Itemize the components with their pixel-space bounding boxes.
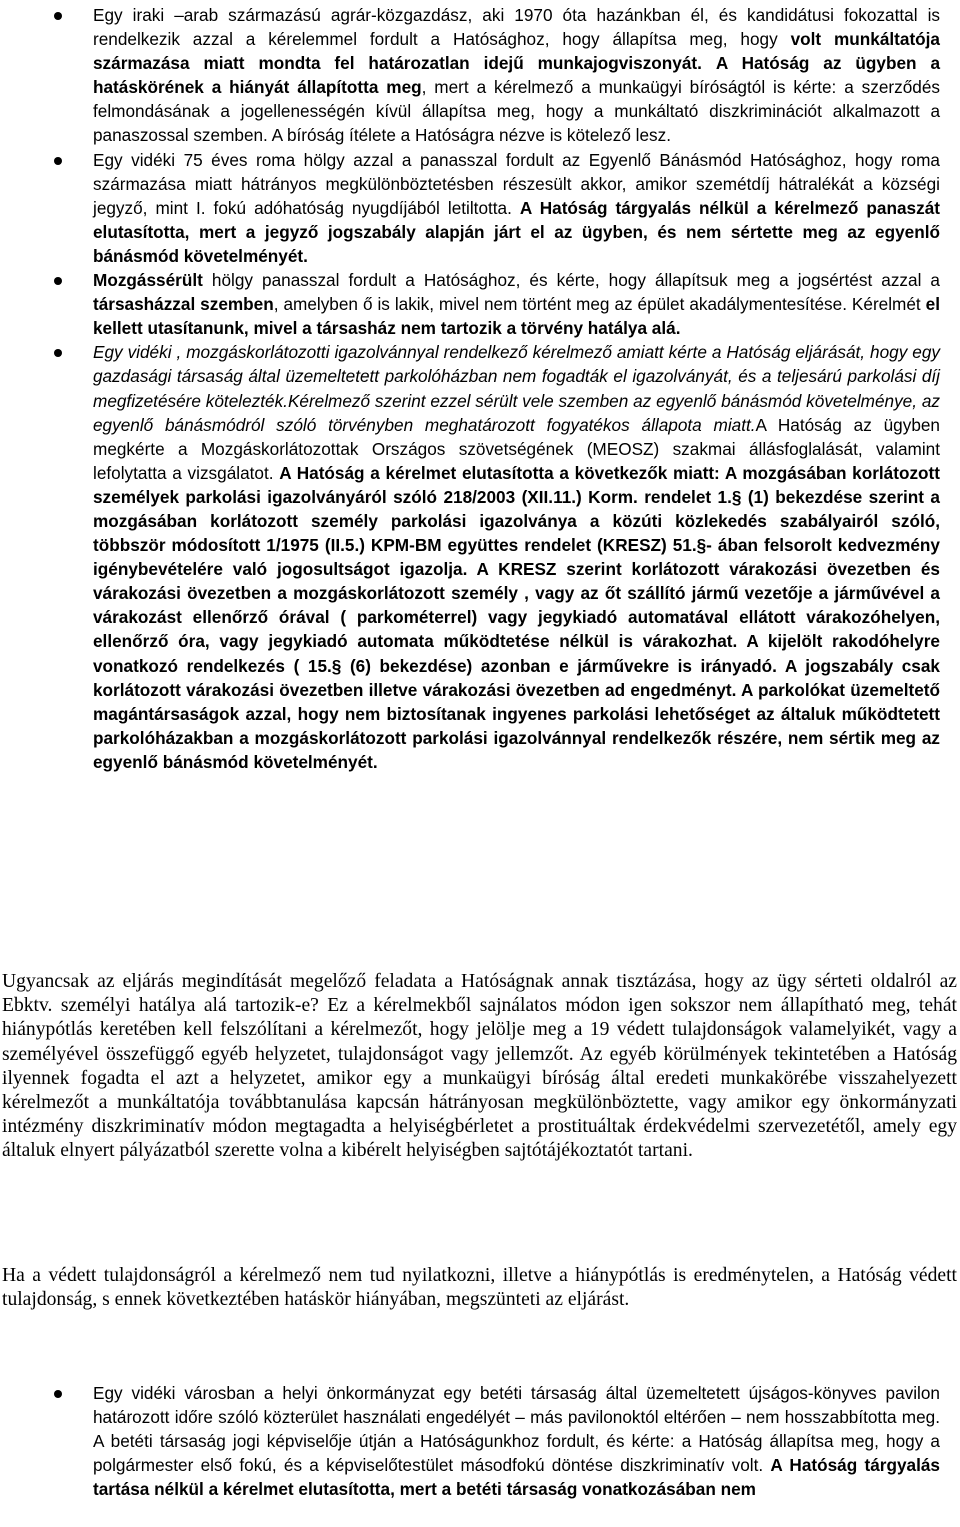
list-item-text xyxy=(93,150,940,266)
list-item xyxy=(0,148,960,268)
text-segment: el kellett utasítanunk, mivel a társasház nem tartozik a törvény hatálya alá. xyxy=(93,294,940,339)
text-segment: Egy vidéki , mozgáskorlátozotti igazolvánnyal rendelkező kérelmező amiatt kérte a Hatóság eljárását, hogy egy gazdasági társaság által üzemeltetett parkolóházban nem fogadták el igazolványát, és a teljesárú parkolási díj megfizetésére kötelezték. xyxy=(93,342,940,411)
text-segment: , mert a kérelmező a munkaügyi bíróságtól is kérte: a szerződés felmondásának a jogellenességén kívül állapítsa meg, hogy a munkáltató diszkriminációt alkalmazott a panaszossal szemben. A bíróság ítélete a Hatóságra nézve is kötelező lesz. xyxy=(93,77,940,146)
text-segment: A Hatóság a kérelmet elutasította a következők miatt: A mozgásában korlátozott személyek parkolási igazolványáról szóló 218/2003 (XII.11.) Korm. rendelet 1.§ (1) bekezdése szerint a mozgásában korlátozott személy parkolási igazolványa a közúti közlekedés szabályairól szóló, többször módosított 1/1975 (II.5.) KPM-BM együttes rendelet (KRESZ) 51.§- ában felsorolt kedvezmény igénybevételére való jogosultságot igazolja. A KRESZ szerint korlátozott várakozási övezetben és várakozási övezetben a mozgáskorlátozott személy , vagy az őt szállító jármű vezetője a járművével a várakozást ellenőrző órával ( parkométerrel) vagy jegykiadó automatával ellátott várakozóhelyen, ellenőrző óra, vagy jegykiadó automata működtetése nélkül is várakozhat. A kijelölt rakodóhelyre vonatkozó rendelkezés ( 15.§ (6) bekezdése) azonban e járművekre is irányadó. A jogszabály csak korlátozott várakozási övezetben illetve várakozási övezetben ad engedményt. A parkolókat üzemeltető magántársaságok azzal, hogy nem biztosítanak ingyenes parkolási lehetőséget az általuk működtetett parkolóházakban a mozgáskorlátozott parkolási igazolvánnyal rendelkezők részére, nem sértik meg az egyenlő bánásmód követelményét. xyxy=(93,462,940,772)
text-segment: hölgy panasszal fordult a Hatósághoz, és kérte, hogy állapítsuk meg a jogsértést azzal a xyxy=(202,270,940,291)
list-item-text xyxy=(93,1383,940,1499)
text-segment: A Hatóság az ügyben a hatáskörének a hiányát állapította meg xyxy=(93,53,940,98)
text-segment: Egy iraki –arab származású agrár-közgazdász, aki 1970 óta hazánkban él, és kandidátusi fokozattal is rendelkezik azzal a kérelemmel fordult a Hatósághoz, hogy állapítsa meg, hogy xyxy=(93,5,940,50)
text-segment: volt munkáltatója származása miatt mondta fel határozatlan idejű munkajogviszonyát. xyxy=(93,29,940,74)
list-item-text xyxy=(93,5,940,145)
text-segment xyxy=(702,53,716,73)
text-segment: A Hatóság tárgyalás nélkül a kérelmező panaszát elutasította, mert a jegyző jogszabály alapján járt el az ügyben, és nem sértette meg az egyenlő bánásmód követelményét. xyxy=(93,197,940,266)
body-paragraph: Ha a védett tulajdonságról a kérelmező nem tud nyilatkozni, illetve a hiánypótlás is eredménytelen, a Hatóság védett tulajdonság, s ennek következtében hatáskör hiányában, megszünteti az eljárást. xyxy=(2,1265,957,1311)
text-segment: társasházzal szemben xyxy=(93,294,274,315)
list-item xyxy=(0,1381,960,1501)
bullet-icon xyxy=(54,277,62,285)
text-segment: A Hatóság tárgyalás tartása nélkül a kérelmet elutasította, mert a betéti társaság vonatkozásában nem xyxy=(93,1455,940,1500)
text-segment: Egy vidéki 75 éves roma hölgy azzal a panasszal fordult az Egyenlő Bánásmód Hatósághoz, hogy roma származása miatt hátrányos megkülönböztetésben részesült akkor, amikor szemétdíj hátralékát a községi jegyző, mint I. fokú adóhatóság nyugdíjából letiltotta. xyxy=(93,149,940,218)
text-segment: Mozgássérült xyxy=(93,270,203,291)
text-segment: , amelyben ő is lakik, mivel nem történt meg az épület akadálymentesítése. Kérelmét xyxy=(273,294,926,315)
list-item xyxy=(0,340,960,774)
body-paragraph: Ugyancsak az eljárás megindítását megelőző feladata a Hatóságnak annak tisztázása, hogy az ügy sérteti oldalról az Ebktv. személyi hatálya alá tartozik-e? Ez a kérelmekből sajnálatos módon igen sokszor nem állapítható meg, tehát hiánypótlás keretében kell felszólítani a kérelmezőt, hogy jelölje meg a 19 védett tulajdonságok valamelyikét, vagy a személyével összefüggő egyéb helyzetet, tulajdonságot vagy jellemzőt. Az egyéb körülmények tekintetében a Hatóság ilyennek fogadta el azt a helyzetet, amikor egy a munkaügyi bíróság által eredeti munkakörébe visszahelyezett kérelmezőt a munkáltatója továbbtanulása kapcsán hátrányosan megkülönböztette, vagy amikor egy önkormányzati intézmény diszkriminatív módon megtagadta a helyiségbérletet a prostituáltak érdekvédelmi szervezetétől, amely egy általuk elnyert pályázatból szerette volna a kibérelt helyiségben sajtótájékoztatót tartani. xyxy=(2,971,957,1162)
bullet-icon xyxy=(54,12,62,20)
bullet-icon xyxy=(54,1390,62,1398)
list-item xyxy=(0,3,960,148)
case-list-1 xyxy=(0,3,960,774)
bullet-icon xyxy=(54,349,62,357)
text-segment: Egy vidéki városban a helyi önkormányzat egy betéti társaság által üzemeltetett újságos-könyves pavilon határozott időre szóló közterület használati engedélyét – más pavilonoktól eltérően – nem hosszabbította meg. A betéti társaság jogi képviselője útján a Hatóságunkhoz fordult, és kérte: a Hatóság állapítsa meg, hogy a polgármester első fokú, és a képviselőtestület másodfokú döntése diszkriminatív volt. xyxy=(93,1383,940,1476)
case-list-2 xyxy=(0,1381,960,1501)
list-item-text xyxy=(93,342,940,772)
list-item xyxy=(0,268,960,340)
bullet-icon xyxy=(54,157,62,165)
text-segment: A Hatóság az ügyben megkérte a Mozgáskorlátozottak Országos szövetségének (MEOSZ) szakmai állásfoglalását, valamint lefolytatta a vizsgálatot. xyxy=(93,414,940,483)
text-segment: Kérelmező szerint ezzel sérült vele szemben az egyenlő bánásmód követelménye, az egyenlő bánásmódról szóló törvényben meghatározott fogyatékos állapota miatt. xyxy=(93,390,940,435)
list-item-text xyxy=(93,270,940,338)
